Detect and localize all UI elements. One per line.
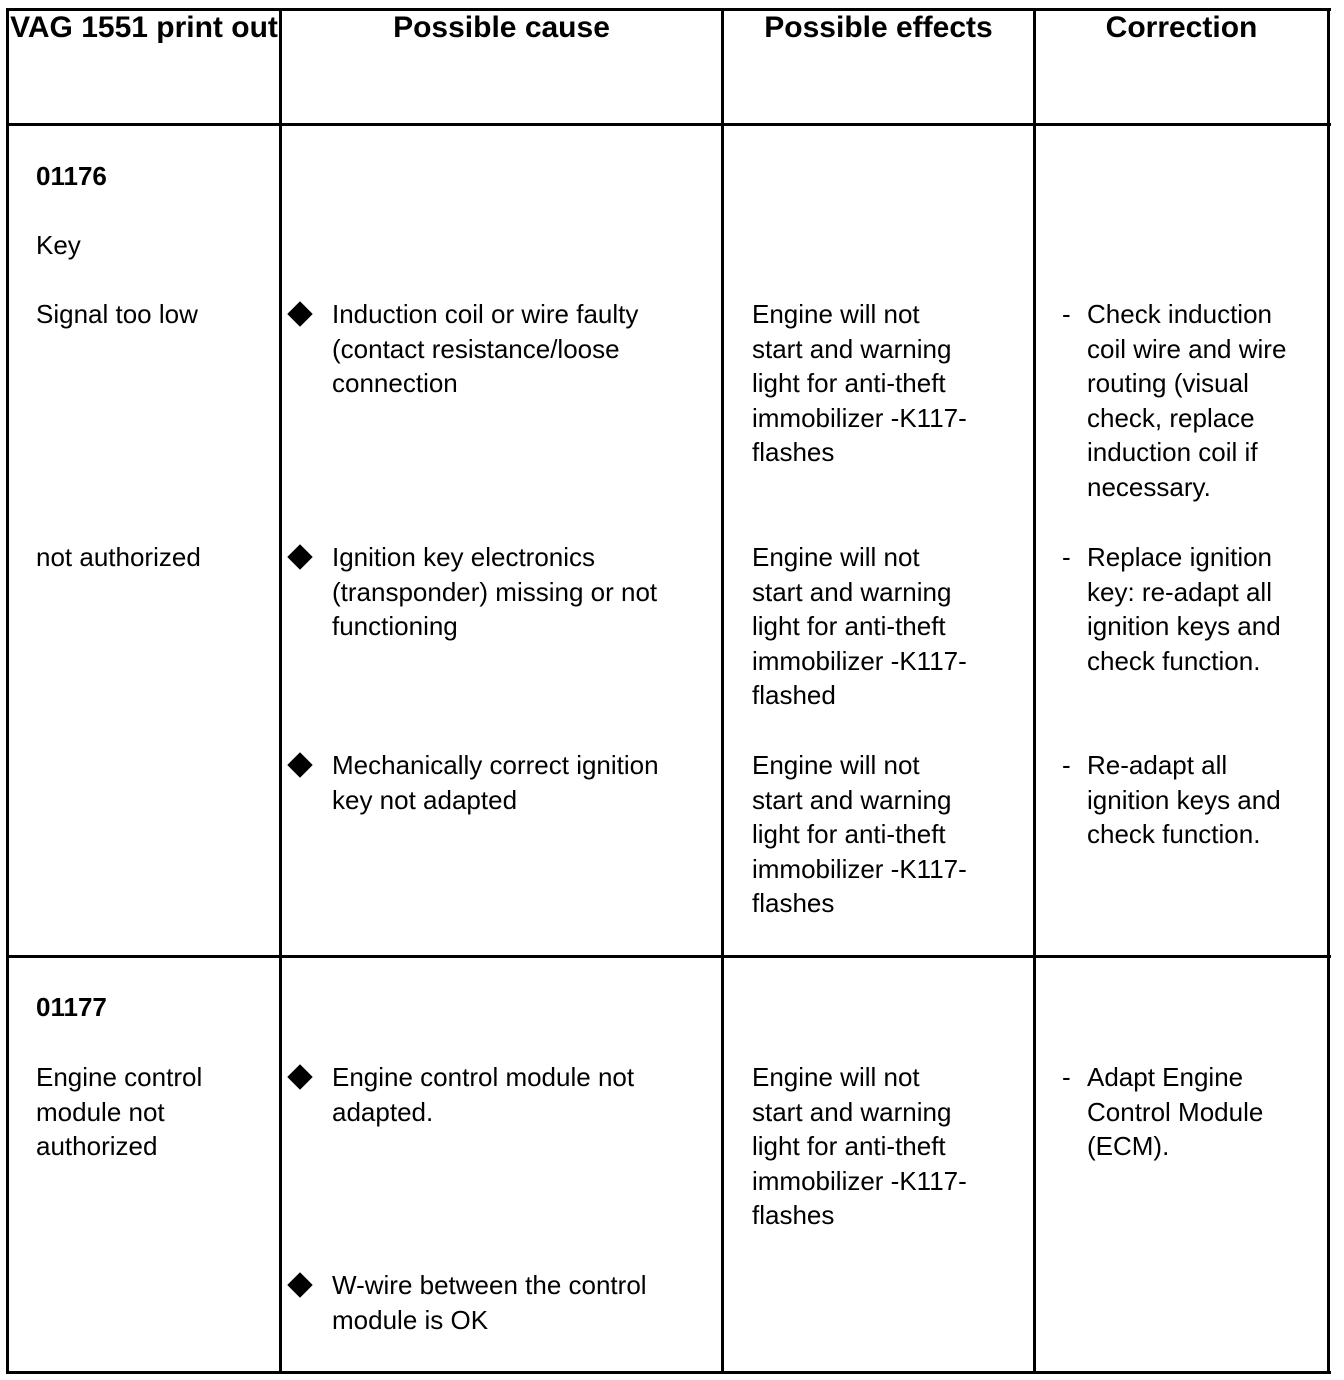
effect-text: Engine will not start and warning light for anti-theft immobilizer -K117- flashes (752, 1062, 967, 1231)
header-correction: Correction (1105, 11, 1258, 44)
correction-text: Replace ignition key: re-adapt all ignition keys and check function. (1087, 542, 1281, 676)
row-divider (6, 955, 1331, 958)
header-possible-cause: Possible cause (393, 11, 610, 44)
fault-code-01177: 01177 (36, 992, 107, 1022)
fault-label-ecm-not-authorized: Engine control module not authorized (36, 1062, 203, 1162)
table-border-right (1327, 8, 1330, 1374)
fault-label-signal-too-low: Signal too low (36, 299, 198, 329)
column-divider-3 (1033, 8, 1036, 1374)
bullet-diamond-icon (287, 752, 312, 777)
column-divider-1 (279, 8, 282, 1374)
header-divider (6, 123, 1331, 126)
header-printout: VAG 1551 print out (10, 11, 278, 44)
correction-text: Adapt Engine Control Module (ECM). (1087, 1062, 1264, 1162)
fault-code-01176: 01176 (36, 161, 107, 191)
bullet-diamond-icon (287, 1064, 312, 1089)
dash-bullet: - (1062, 750, 1071, 780)
correction-text: Re-adapt all ignition keys and check function. (1087, 750, 1281, 850)
column-divider-2 (721, 8, 724, 1374)
effect-text: Engine will not start and warning light for anti-theft immobilizer -K117- flashed (752, 542, 967, 711)
fault-component-key: Key (36, 230, 81, 260)
bullet-diamond-icon (287, 1272, 312, 1297)
correction-text: Check induction coil wire and wire routing (visual check, replace induction coil if necessary. (1087, 299, 1287, 502)
cause-text: Ignition key electronics (transponder) missing or not functioning (332, 542, 658, 642)
dash-bullet: - (1062, 1062, 1071, 1092)
dash-bullet: - (1062, 542, 1071, 572)
table-border-bottom (6, 1371, 1331, 1374)
table-border-left (6, 8, 9, 1374)
fault-label-not-authorized: not authorized (36, 542, 201, 572)
cause-text: Engine control module not adapted. (332, 1062, 635, 1127)
bullet-diamond-icon (287, 544, 312, 569)
dash-bullet: - (1062, 299, 1071, 329)
cause-text: Induction coil or wire faulty (contact resistance/loose connection (332, 299, 639, 399)
effect-text: Engine will not start and warning light for anti-theft immobilizer -K117- flashes (752, 299, 967, 468)
cause-text: Mechanically correct ignition key not adapted (332, 750, 659, 815)
bullet-diamond-icon (287, 301, 312, 326)
header-possible-effects: Possible effects (764, 11, 993, 44)
effect-text: Engine will not start and warning light for anti-theft immobilizer -K117- flashes (752, 750, 967, 919)
cause-text: W-wire between the control module is OK (332, 1270, 647, 1335)
